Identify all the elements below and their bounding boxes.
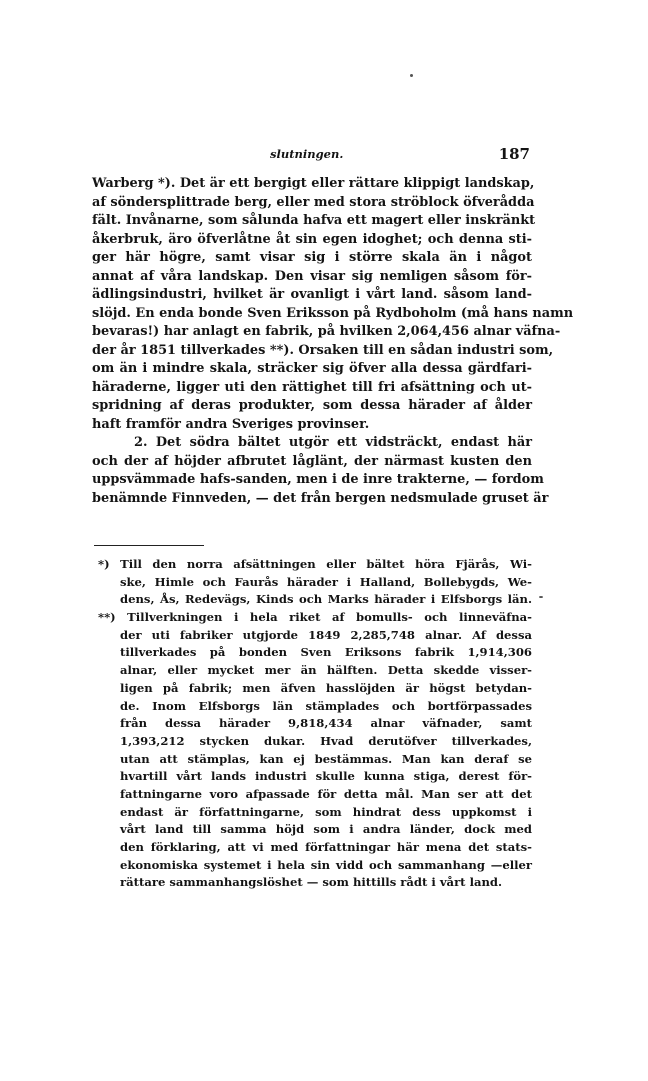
text-line: 2. Det södra bältet utgör ett vidsträckt, endast här <box>134 435 532 450</box>
text-line: och der af höjder afbrutet låglänt, der närmast kusten den <box>92 453 532 469</box>
text-line: åkerbruk, äro öfverlåtne åt sin egen idoghet; och denna sti- <box>92 231 532 247</box>
footnote-line: rättare sammanhangslöshet — som hittills rådt i vårt land. <box>120 875 503 890</box>
footnote-line: fattningarne voro afpassade för detta mål. Man ser att det <box>120 786 532 801</box>
text-line: benämnde Finnveden, — det från bergen nedsmulade gruset är <box>92 490 549 506</box>
footnote-line: hvartill vårt lands industri skulle kunna stiga, derest för- <box>120 769 532 784</box>
footnote-line: **) Tillverkningen i hela riket af bomulls- och linneväfna- <box>98 610 532 625</box>
footnote-line: tillverkades på bonden Sven Eriksons fabrik 1,914,306 <box>120 645 532 660</box>
page-header <box>92 147 540 167</box>
footnote-line: alnar, eller mycket mer än hälften. Detta skedde visser- <box>120 663 532 678</box>
text-line: spridning af deras produkter, som dessa härader af ålder <box>92 398 532 413</box>
footnotes <box>98 556 532 892</box>
footnote-line: ske, Himle och Faurås härader i Halland, Bollebygds, We- <box>120 574 532 589</box>
ink-speck <box>410 74 413 77</box>
footnote-line: vårt land till samma höjd som i andra länder, dock med <box>120 822 532 837</box>
footnote-line: dens, Ås, Redevägs, Kinds och Marks härader i Elfsborgs län. <box>120 592 532 607</box>
footnote-line: de. Inom Elfsborgs län stämplades och bortförpassades <box>120 698 532 713</box>
page-number: 187 <box>498 145 530 163</box>
footnote-line: från dessa härader 9,818,434 alnar väfnader, samt <box>120 716 532 731</box>
footnote-line: der uti fabriker utgjorde 1849 2,285,748 alnar. Af dessa <box>120 627 532 642</box>
body-text <box>92 175 574 508</box>
footnote-line: *) Till den norra afsättningen eller bältet höra Fjärås, Wi- <box>98 557 532 571</box>
footnote-line: ligen på fabrik; men äfven hasslöjden är högst betydan- <box>120 680 532 695</box>
text-line: slöjd. En enda bonde Sven Eriksson på Rydboholm (må hans namn <box>92 305 574 321</box>
text-line: Warberg *). Det är ett bergigt eller rättare klippigt landskap, <box>92 176 535 191</box>
text-line: om än i mindre skala, sträcker sig öfver alla dessa gärdfari- <box>92 361 532 376</box>
text-line: haft framför andra Sveriges provinser. <box>92 416 370 432</box>
footnote-line: utan att stämplas, kan ej bestämmas. Man kan deraf se <box>120 751 532 766</box>
text-line: annat af våra landskap. Den visar sig nemligen såsom för- <box>92 268 532 284</box>
text-line: häraderne, ligger uti den rättighet till fri afsättning och ut- <box>92 379 532 395</box>
running-head: slutningen. <box>270 147 344 161</box>
footnote-rule <box>94 545 204 546</box>
text-line: ädlingsindustri, hvilket är ovanligt i vårt land. såsom land- <box>92 287 532 302</box>
footnote-line: den förklaring, att vi med författningar här mena det stats- <box>120 840 532 854</box>
footnote-line: 1,393,212 stycken dukar. Hvad derutöfver tillverkades, <box>120 733 532 748</box>
text-line: af söndersplittrade berg, eller med stora ströblock öfverådda <box>92 194 535 210</box>
text-line: fält. Invånarne, som sålunda hafva ett magert eller inskränkt <box>92 213 536 228</box>
text-line: uppsvämmade hafs-sanden, men i de inre trakterne, — fordom <box>92 472 544 487</box>
footnote-line: endast är författningarne, som hindrat dess uppkomst i <box>120 804 532 819</box>
footnote-line: ekonomiska systemet i hela sin vidd och sammanhang —eller <box>120 857 532 872</box>
text-line: der år 1851 tillverkades **). Orsaken till en sådan industri som, <box>92 342 554 358</box>
text-line: ger här högre, samt visar sig i större skala än i något <box>92 250 532 265</box>
text-line: bevaras!) har anlagt en fabrik, på hvilken 2,064,456 alnar väfna- <box>92 324 561 339</box>
ink-speck <box>539 596 543 598</box>
